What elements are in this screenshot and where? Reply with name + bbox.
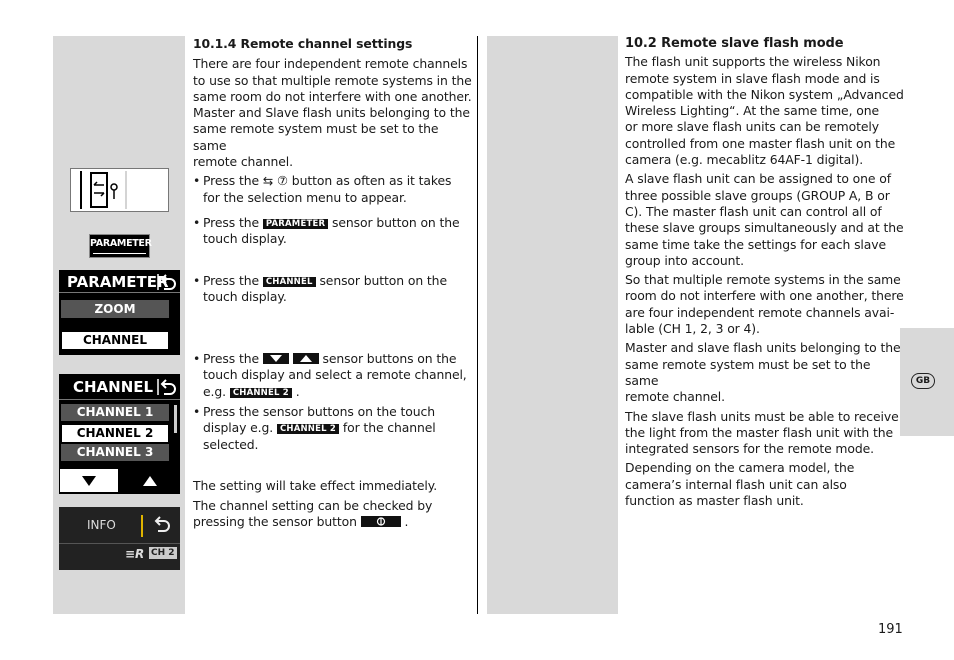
paragraph-6: Depending on the camera model, the camera’s internal flash unit can also function as master flash unit. [625, 460, 855, 509]
channel-badge: CH 2 [151, 548, 175, 558]
info-label[interactable]: INFO [87, 518, 116, 532]
note-check: The channel setting can be checked by pressing the sensor button . [193, 498, 433, 530]
up-arrow-button[interactable] [120, 468, 180, 493]
parameter-screen [59, 270, 180, 355]
up-arrow-icon [293, 353, 319, 364]
paragraph-2: A slave flash unit can be assigned to one of three possible slave groups (GROUP A, B or C). The master flash unit can control all of these slave groups simultaneously and at the same time take the settings for each slave group into account. [625, 171, 904, 268]
channel-screen [59, 374, 180, 494]
note-immediate: The setting will take effect immediately. [193, 478, 438, 493]
back-icon[interactable] [153, 516, 171, 536]
channel-item-3[interactable]: CHANNEL 3 [61, 444, 169, 461]
remote-icon: ≡R [125, 547, 145, 561]
parameter-chip: PARAMETER [263, 219, 328, 229]
parameter-sensor-button[interactable] [89, 234, 150, 258]
info-screen [59, 507, 180, 570]
info-button-icon [361, 516, 401, 527]
paragraph-1: The flash unit supports the wireless Nikon remote system in slave flash mode and is compatible with the Nikon system „Advanced Wireless Lighting“. At the same time, one or more slave flash units can be remotely controlled from one master flash unit on the camera (e.g. mecablitz 64AF-1 digital). [625, 54, 904, 168]
bullet-4: • Press the sensor buttons on the touch display and select a remote channel, e.g. CHANNEL 2 . [193, 351, 467, 399]
back-icon[interactable] [157, 378, 177, 400]
gb-badge: GB [911, 373, 935, 389]
remote-icon: ⇆ [262, 173, 274, 189]
right-text-column [625, 36, 905, 509]
down-arrow-button[interactable] [59, 468, 119, 493]
channel-2-chip: CHANNEL 2 [230, 388, 292, 398]
left-text-column [193, 36, 473, 530]
channel-item-1[interactable]: CHANNEL 1 [61, 404, 169, 421]
section-heading: 10.1.4 Remote channel settings [193, 36, 413, 51]
middle-sidebar [487, 36, 618, 614]
paragraph-4: Master and slave flash units belonging to the same remote system must be set to the same remote channel. [625, 340, 901, 405]
bullet-3: • Press the CHANNEL sensor button on the touch display. [193, 273, 447, 305]
bullet-2: • Press the PARAMETER sensor button on the touch display. [193, 215, 460, 247]
bullet-5: • Press the sensor buttons on the touch display e.g. CHANNEL 2 for the channel selected. [193, 404, 436, 452]
down-arrow-icon [263, 353, 289, 364]
section-heading-10-2: 10.2 Remote slave flash mode [625, 36, 844, 51]
page-number: 191 [878, 622, 903, 637]
flash-button-icon [70, 168, 169, 212]
menu-item-channel[interactable]: CHANNEL [61, 331, 169, 350]
intro-paragraph: There are four independent remote channels to use so that multiple remote systems in the same room do not interfere with one another. Master and Slave flash units belonging to the same remote system must be set to the same remote channel. [193, 56, 472, 170]
parameter-screen-title: PARAMETER [67, 273, 169, 291]
channel-screen-title: CHANNEL [73, 378, 154, 396]
channel-2-chip: CHANNEL 2 [277, 424, 339, 434]
channel-item-2[interactable]: CHANNEL 2 [61, 424, 169, 443]
paragraph-5: The slave flash units must be able to receive the light from the master flash unit with the integrated sensors for the remote mode. [625, 408, 899, 457]
parameter-button-label: PARAMETER [90, 238, 152, 249]
paragraph-3: So that multiple remote systems in the same room do not interfere with one another, there are four independent remote channels avai- lable (CH 1, 2, 3 or 4). [625, 272, 904, 337]
bullet-1: • Press the ⇆ ⑦ button as often as it takes for the selection menu to appear. [193, 173, 452, 205]
column-divider [477, 36, 478, 614]
menu-item-zoom[interactable]: ZOOM [61, 300, 169, 318]
scrollbar[interactable] [174, 405, 177, 433]
channel-chip: CHANNEL [263, 277, 316, 287]
